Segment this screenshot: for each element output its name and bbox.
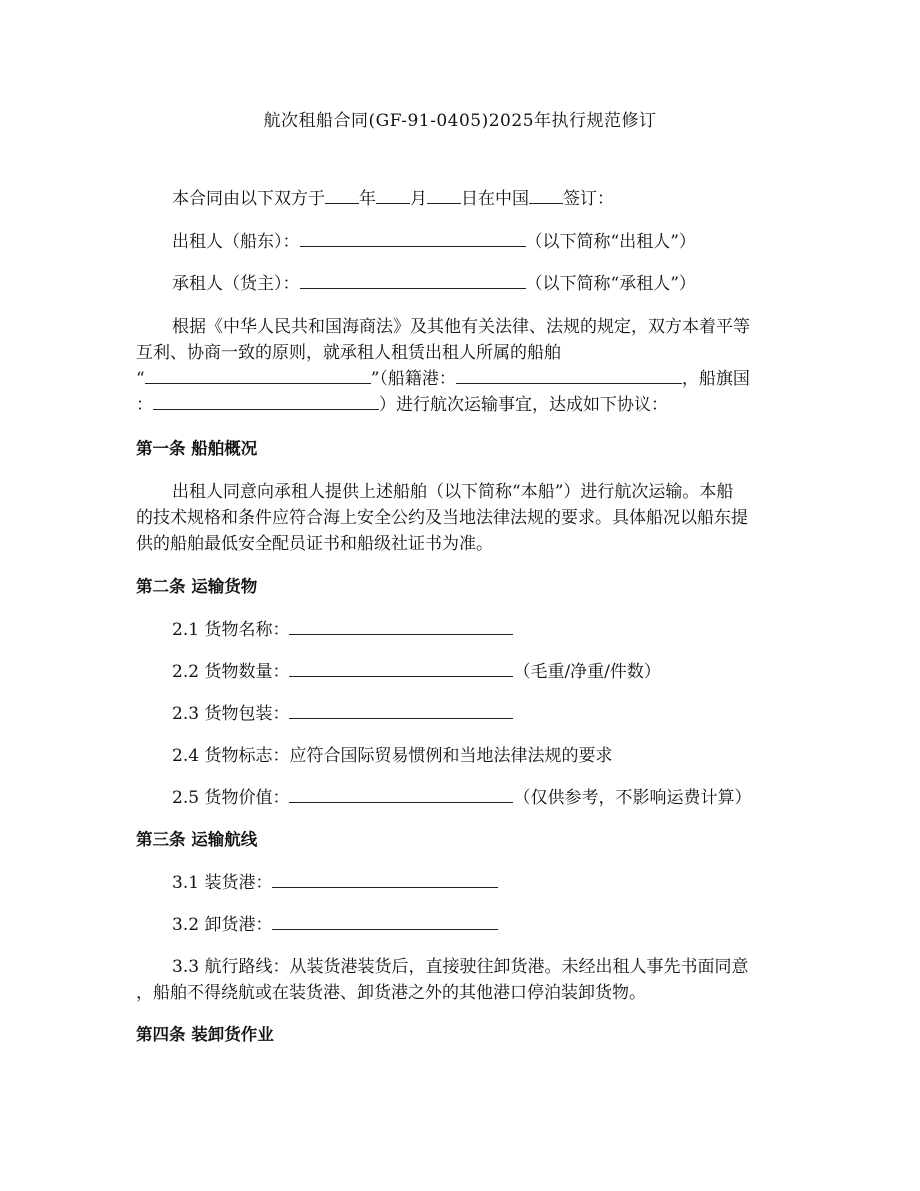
loading-port-label: 3.1 装货港： [172,873,273,893]
cargo-quantity-label: 2.2 货物数量： [172,662,290,682]
cargo-quantity-blank[interactable] [289,660,513,677]
article-1-heading: 第一条 船舶概况 [136,439,258,458]
cargo-value-blank[interactable] [289,786,513,803]
owner-line [172,229,696,255]
cargo-packing-label: 2.3 货物包装： [172,704,290,724]
discharge-port-label: 3.2 卸货港： [172,915,273,935]
flag-label: ，船旗国 [681,369,750,389]
cargo-value-label: 2.5 货物价值： [172,788,290,808]
owner-suffix: （以下简称“出租人”） [525,232,696,252]
basis-line-4 [136,392,668,418]
route-line-1: 3.3 航行路线：从装货港装货后，直接驶往卸货港。未经出租人事先书面同意 [172,957,749,977]
intro-text: 本合同由以下双方于 [172,189,325,209]
article-1-line-3: 供的船舶最低安全配员证书和船级社证书为准。 [136,534,493,554]
place-label: 日在中国 [461,189,529,209]
cargo-packing-blank[interactable] [289,702,513,719]
port-of-registry-label: ”（船籍港： [370,369,456,389]
basis-line-1: 根据《中华人民共和国海商法》及其他有关法律、法规的规定，双方本着平等 [172,317,750,337]
day-blank[interactable] [427,187,461,204]
document-title: 航次租船合同(GF-91-0405)2025年执行规范修订 [263,111,657,131]
article-4-heading: 第四条 装卸货作业 [136,1025,274,1044]
port-of-registry-blank[interactable] [456,367,682,384]
signing-date-line [172,186,614,212]
cargo-name-label: 2.1 货物名称： [172,620,290,640]
cargo-value-line [172,785,751,811]
month-blank[interactable] [376,187,410,204]
article-1-line-2: 的技术规格和条件应符合海上安全公约及当地法律法规的要求。具体船况以船东提 [136,508,748,528]
cargo-marks-line: 2.4 货物标志：应符合国际贸易惯例和当地法律法规的要求 [172,746,613,766]
cargo-quantity-line [172,659,661,685]
basis-line-2: 互利、协商一致的原则，就承租人租赁出租人所属的船舶 [136,343,561,363]
charterer-suffix: （以下简称“承租人”） [525,274,696,294]
place-blank[interactable] [529,187,563,204]
discharge-port-blank[interactable] [272,913,498,930]
cargo-name-line [172,617,513,643]
ship-name-blank[interactable] [145,367,371,384]
loading-port-line [172,870,498,896]
owner-blank[interactable] [300,230,526,247]
year-label: 年 [359,189,376,209]
year-blank[interactable] [325,187,359,204]
article-3-heading: 第三条 运输航线 [136,830,258,849]
charterer-line [172,271,696,297]
signed-label: 签订： [563,189,614,209]
month-label: 月 [410,189,427,209]
cargo-name-blank[interactable] [289,618,513,635]
loading-port-blank[interactable] [272,871,498,888]
article-1-line-1: 出租人同意向承租人提供上述船舶（以下简称“本船”）进行航次运输。本船 [172,482,734,502]
route-line-2: ，船舶不得绕航或在装货港、卸货港之外的其他港口停泊装卸货物。 [136,983,646,1003]
owner-label: 出租人（船东）： [172,232,300,252]
flag-blank[interactable] [153,393,379,410]
basis-end: ）进行航次运输事宜，达成如下协议： [379,395,668,415]
basis-line-3 [136,366,750,392]
cargo-value-suffix: （仅供参考，不影响运费计算） [513,788,752,808]
quote-open: “ [136,369,145,389]
charterer-label: 承租人（货主）： [172,274,300,294]
cargo-packing-line [172,701,513,727]
discharge-port-line [172,912,498,938]
charterer-blank[interactable] [300,272,526,289]
cargo-quantity-suffix: （毛重/净重/件数） [513,662,661,682]
article-2-heading: 第二条 运输货物 [136,577,258,596]
flag-colon: ： [136,395,153,415]
